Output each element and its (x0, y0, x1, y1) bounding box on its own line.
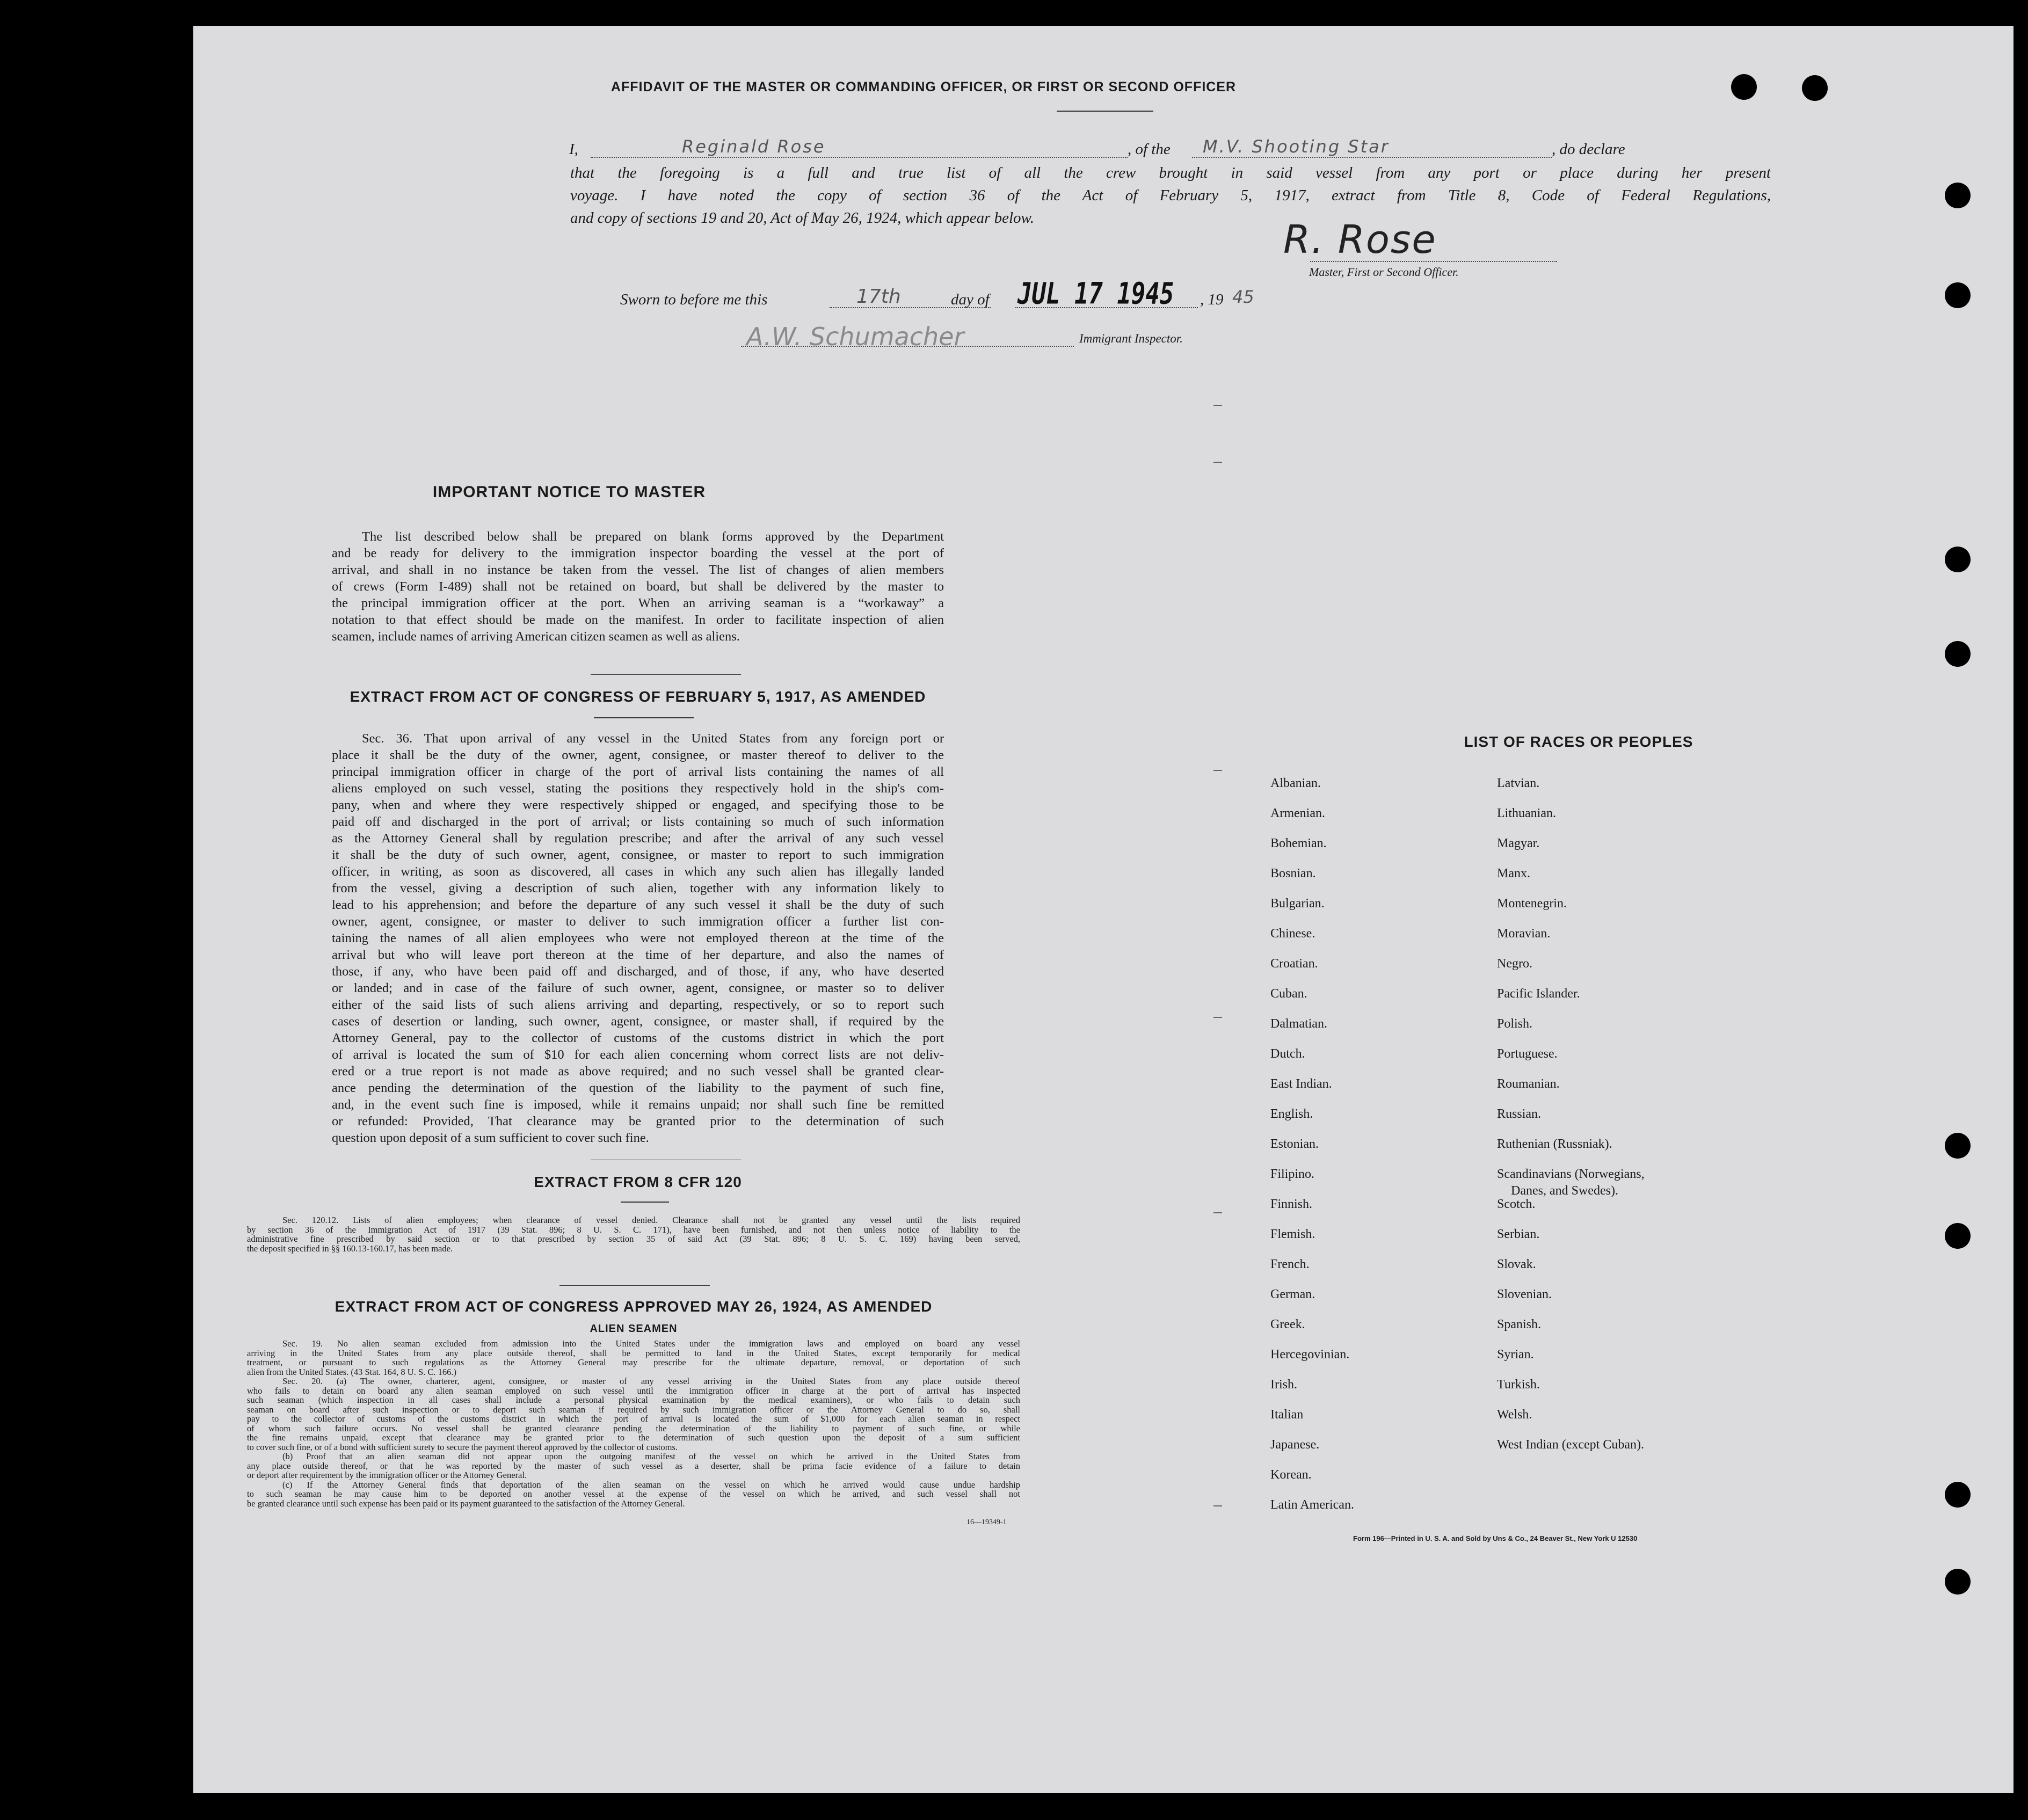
sec20-line: Sec. 20. (a) The owner, charterer, agent, consignee, or master of any vessel arriving in the United States from any place outside thereof (282, 1376, 1020, 1386)
date-stamp: JUL 17 1945 (1017, 276, 1174, 311)
race-item: Croatian. (1270, 957, 1318, 971)
sec20-line: to cover such fine, or of a bond with sufficient surety to secure the payment thereof approved by the collector of customs. (247, 1442, 678, 1452)
race-item: Armenian. (1270, 806, 1325, 820)
sec36-line: principal immigration officer in charge of the port of arrival lists containing the names of all (332, 765, 944, 779)
sec19-line: alien from the United States. (43 Stat. 164, 8 U. S. C. 166.) (247, 1366, 456, 1377)
race-item: Greek. (1270, 1317, 1305, 1331)
sworn-day: 17th (856, 286, 901, 308)
margin-tick (1213, 1212, 1222, 1213)
year-suffix: 45 (1232, 287, 1254, 307)
race-item: Chinese. (1270, 927, 1315, 941)
extract-1924-body (247, 1339, 1020, 1508)
race-item: Pacific Islander. (1497, 987, 1580, 1001)
binder-hole (1945, 547, 1971, 572)
sec36-line: Attorney General, pay to the collector of customs of the customs district in which the port (332, 1031, 944, 1045)
declare-prefix: I, (569, 141, 578, 158)
cfr-line: Sec. 120.12. Lists of alien employees; when clearance of vessel denied. Clearance shall not be granted any vessel until the lists required (282, 1215, 1020, 1225)
binder-hole (1731, 74, 1757, 100)
race-item: Slovenian. (1497, 1287, 1552, 1301)
extract-1917-body (332, 730, 944, 1146)
race-item: Ruthenian (Russniak). (1497, 1137, 1612, 1151)
extract-cfr-title: EXTRACT FROM 8 CFR 120 (534, 1174, 742, 1190)
sec36-line: as the Attorney General shall by regulation prescribe; and after the arrival of any such vessel (332, 831, 944, 846)
race-item: Japanese. (1270, 1438, 1320, 1452)
cfr-line: administrative fine prescribed by said section or to that prescribed by section 35 of said Act (39 Stat. 896; 8 U. S. C. 169) having been served, (247, 1234, 1020, 1244)
signature-caption: Master, First or Second Officer. (1309, 265, 1459, 279)
section-underline (594, 717, 694, 718)
race-item: Turkish. (1497, 1378, 1540, 1392)
margin-tick (1213, 1505, 1222, 1506)
divider-rule (559, 1285, 710, 1286)
declare-line (569, 136, 1772, 163)
race-item: Moravian. (1497, 927, 1551, 941)
binder-hole (1945, 183, 1971, 208)
race-item: East Indian. (1270, 1077, 1332, 1091)
sec20-line: to such seaman he may cause him to be deported on another vessel at the expense of the vessel on which he arrived, and such vessel shall not (247, 1489, 1020, 1499)
sec20-line: the fine remains unpaid, except that clearance may be granted prior to the determination of such question upon the deposit of a sum sufficient (247, 1432, 1020, 1443)
sec36-line: officer, in writing, as soon as discovered, all cases in which any such alien has illegally landed (332, 864, 944, 879)
divider-rule (591, 674, 741, 675)
do-declare-label: , do declare (1552, 141, 1625, 158)
sec36-line: those, if any, who have been paid off and discharged, and of those, if any, who have deserted (332, 964, 944, 979)
sec36-line: ance pending the determination of the question of the liability to the payment of such fine, (332, 1081, 944, 1095)
sworn-prefix: Sworn to before me this (620, 291, 768, 308)
sec36-line: cases of desertion or landing, such owner, agent, consignee, or master shall, if required by the (332, 1014, 944, 1029)
race-item: Portuguese. (1497, 1047, 1558, 1061)
notice-line: notation to that effect should be made on the manifest. In order to facilitate inspection of alien (332, 613, 944, 627)
notice-line: of crews (Form I-489) shall not be retained on board, but shall be delivered by the master to (332, 579, 944, 594)
race-item: Albanian. (1270, 776, 1321, 790)
affidavit-line-4: and copy of sections 19 and 20, Act of May 26, 1924, which appear below. (570, 209, 1034, 227)
sec19-line: Sec. 19. No alien seaman excluded from admission into the United States under the immigration laws and employed on board any vessel (282, 1338, 1020, 1349)
sec20-line: (b) Proof that an alien seaman did not appear upon the outgoing manifest of the vessel on which he arrived in the United States from (282, 1451, 1020, 1461)
sec36-line: lead to his apprehension; and before the departure of any such vessel it shall be the duty of such (332, 898, 944, 912)
sec19-line: treatment, or pursuant to such regulations as the Attorney General may prescribe for the ultimate departure, removal, or deportation of such (247, 1357, 1020, 1367)
cfr-line: the deposit specified in §§ 160.13-160.17, has been made. (247, 1243, 453, 1254)
race-item: Danes, and Swedes). (1511, 1183, 1618, 1198)
sec20-line: pay to the collector of customs of the customs district in which the port of arrival is located the sum of $1,000 for each alien seaman in respect (247, 1414, 1020, 1424)
year-prefix: , 19 (1200, 291, 1224, 308)
sec20-line: be granted clearance until such expense has been paid or its payment guaranteed to the satisfaction of the Attorney General. (247, 1498, 685, 1509)
extract-cfr-body (247, 1215, 1020, 1253)
sec36-line: arrival but who will leave port thereon at the time of her departure, and also the names of (332, 948, 944, 962)
margin-tick (1213, 1017, 1222, 1018)
sec36-line: place it shall be the duty of the owner, agent, consignee, or master thereof to deliver to the (332, 748, 944, 762)
sec36-line: Sec. 36. That upon arrival of any vessel in the United States from any foreign port or (362, 731, 944, 746)
race-item: Filipino. (1270, 1167, 1315, 1181)
affidavit-title: AFFIDAVIT OF THE MASTER OR COMMANDING OFFICER, OR FIRST OR SECOND OFFICER (610, 79, 1237, 94)
extract-1924-title: EXTRACT FROM ACT OF CONGRESS APPROVED MAY 26, 1924, AS AMENDED (335, 1298, 933, 1315)
binder-hole (1802, 75, 1828, 101)
margin-tick (1213, 405, 1222, 406)
notice-line: and be ready for delivery to the immigration inspector boarding the vessel at the port of (332, 546, 944, 560)
sec36-line: it shall be the duty of such owner, agent, consignee, or master to report to such immigration (332, 848, 944, 862)
sec20-line: who fails to detain on board any alien seaman employed on such vessel until the immigration officer in charge at the port of arrival has inspected (247, 1385, 1020, 1396)
race-item: Irish. (1270, 1378, 1297, 1392)
race-item: Montenegrin. (1497, 897, 1567, 911)
race-item: Scotch. (1497, 1197, 1536, 1211)
notice-line: seamen, include names of arriving American citizen seamen as well as aliens. (332, 629, 740, 644)
race-item: French. (1270, 1257, 1310, 1271)
vessel-name: M.V. Shooting Star (1203, 136, 1390, 157)
notice-line: The list described below shall be prepared on blank forms approved by the Department (362, 529, 944, 544)
notice-title: IMPORTANT NOTICE TO MASTER (432, 483, 706, 501)
margin-tick (1213, 462, 1222, 463)
alien-seamen-subtitle: ALIEN SEAMEN (590, 1323, 678, 1335)
race-item: Welsh. (1497, 1408, 1532, 1422)
sec36-line: question upon deposit of a sum sufficient to cover such fine. (332, 1131, 649, 1145)
notice-body (332, 528, 944, 645)
race-item: German. (1270, 1287, 1315, 1301)
master-signature: R. Rose (1283, 217, 1437, 262)
sec20-line: any place outside thereof, or that he was reported by the master of such vessel as a deserter, shall be prima facie evidence of a failure to detain (247, 1460, 1020, 1471)
race-item: Finnish. (1270, 1197, 1313, 1211)
sec36-line: ered or a true report is not made as above required; and no such vessel shall be granted clear- (332, 1064, 944, 1079)
race-item: Bulgarian. (1270, 897, 1325, 911)
sec36-line: from the vessel, giving a description of such alien, together with any information likely to (332, 881, 944, 896)
binder-hole (1945, 1569, 1971, 1595)
race-item: Polish. (1497, 1017, 1533, 1031)
binder-hole (1945, 282, 1971, 308)
form-number: 16—19349-1 (966, 1518, 1007, 1526)
sec36-line: paid off and discharged in the port of arrival; or lists containing so much of such information (332, 814, 944, 829)
race-item: Bosnian. (1270, 867, 1316, 880)
binder-hole (1945, 1482, 1971, 1508)
notice-line: the principal immigration officer at the port. When an arriving seaman is a “workaway” a (332, 596, 944, 610)
cfr-line: by section 36 of the Immigration Act of 1917 (39 Stat. 896; 8 U. S. C. 171), have been furnished, and not then unless notice of liability to the (247, 1224, 1020, 1235)
race-item: Magyar. (1497, 836, 1540, 850)
of-the-label: , of the (1128, 141, 1171, 158)
race-item: Bohemian. (1270, 836, 1327, 850)
race-item: English. (1270, 1107, 1313, 1121)
race-item: Spanish. (1497, 1317, 1542, 1331)
race-item: Latvian. (1497, 776, 1540, 790)
race-item: Dalmatian. (1270, 1017, 1327, 1031)
vessel-dotline (1192, 157, 1552, 158)
race-item: Serbian. (1497, 1227, 1540, 1241)
sworn-line (620, 276, 1372, 316)
sec20-line: or deport after requirement by the immigration officer or the Attorney General. (247, 1470, 527, 1480)
sec36-line: owner, agent, consignee, or master to deliver to such immigration officer a further list con- (332, 914, 944, 929)
race-item: Scandinavians (Norwegians, (1497, 1167, 1645, 1181)
declarant-dotline (591, 157, 1128, 158)
section-underline (621, 1202, 669, 1203)
sec36-line: pany, when and where they were respectively shipped or engaged, and specifying those to be (332, 798, 944, 812)
race-item: Korean. (1270, 1468, 1312, 1482)
binder-hole (1945, 1133, 1971, 1159)
affidavit-line-3: voyage. I have noted the copy of section 36 of the Act of February 5, 1917, extract from Title 8, Code of Federal Regulations, (570, 187, 1771, 204)
race-item: Lithuanian. (1497, 806, 1556, 820)
binder-hole (1945, 1223, 1971, 1249)
race-item: Roumanian. (1497, 1077, 1560, 1091)
title-underline (1057, 111, 1153, 112)
race-item: Syrian. (1497, 1348, 1534, 1362)
affidavit-line-2: that the foregoing is a full and true list of all the crew brought in said vessel from any port or place during her present (570, 164, 1771, 181)
race-item: West Indian (except Cuban). (1497, 1438, 1644, 1452)
sec36-line: taining the names of all alien employees who were not employed thereon at the time of the (332, 931, 944, 945)
day-of-label: day of (951, 291, 990, 308)
sec36-line: or refunded: Provided, That clearance may be granted prior to the determination of such (332, 1114, 944, 1129)
race-item: Manx. (1497, 867, 1530, 880)
race-item: Hercegovinian. (1270, 1348, 1350, 1362)
inspector-signature: A.W. Schumacher (746, 322, 964, 351)
race-item: Russian. (1497, 1107, 1542, 1121)
printer-footer: Form 196—Printed in U. S. A. and Sold by Uns & Co., 24 Beaver St., New York U 12530 (1353, 1534, 1638, 1542)
binder-hole (1945, 641, 1971, 667)
race-item: Negro. (1497, 957, 1532, 971)
sec19-line: arriving in the United States from any place outside thereof, shall be permitted to land in the United States, except temporarily for medical (247, 1348, 1020, 1358)
sec36-line: of arrival is located the sum of $10 for each alien concerning whom correct lists are not deliv- (332, 1047, 944, 1062)
extract-1917-title: EXTRACT FROM ACT OF CONGRESS OF FEBRUARY 5, 1917, AS AMENDED (350, 688, 926, 705)
notice-line: arrival, and shall in no instance be taken from the vessel. The list of changes of alien members (332, 563, 944, 577)
document-page (193, 26, 2014, 1793)
race-item: Latin American. (1270, 1498, 1354, 1512)
sec20-line: such seaman (which inspection in all cases shall include a personal physical examination by the medical examiners), or who fails to detain such (247, 1395, 1020, 1405)
race-item: Dutch. (1270, 1047, 1305, 1061)
race-item: Italian (1270, 1408, 1304, 1422)
inspector-caption: Immigrant Inspector. (1079, 332, 1183, 345)
race-item: Flemish. (1270, 1227, 1315, 1241)
race-item: Slovak. (1497, 1257, 1536, 1271)
sec20-line: (c) If the Attorney General finds that deportation of the alien seaman on the vessel on which he arrived would cause undue hardship (282, 1479, 1020, 1490)
sec20-line: of whom such failure occurs. No vessel shall be granted clearance pending the determination of the liability to payment of such fine, or while (247, 1423, 1020, 1433)
margin-tick (1213, 770, 1222, 771)
race-item: Estonian. (1270, 1137, 1319, 1151)
sec36-line: aliens employed on such vessel, stating the positions they respectively hold in the ship's com- (332, 781, 944, 796)
sec36-line: either of the said lists of such aliens arriving and departing, respectively, or so to report such (332, 998, 944, 1012)
races-title: LIST OF RACES OR PEOPLES (1464, 733, 1693, 750)
race-item: Cuban. (1270, 987, 1307, 1001)
sec36-line: and, in the event such fine is imposed, while it remains unpaid; nor shall such fine be remitted (332, 1097, 944, 1112)
sec36-line: or landed; and in case of the failure of such owner, agent, consignee, or master so to deliver (332, 981, 944, 995)
signature-dotline (1310, 261, 1557, 262)
sec20-line: seaman on board after such inspection or to deport such seaman if required by such immigration officer or the Attorney General to do so, shall (247, 1404, 1020, 1415)
declarant-name: Reginald Rose (682, 136, 826, 157)
